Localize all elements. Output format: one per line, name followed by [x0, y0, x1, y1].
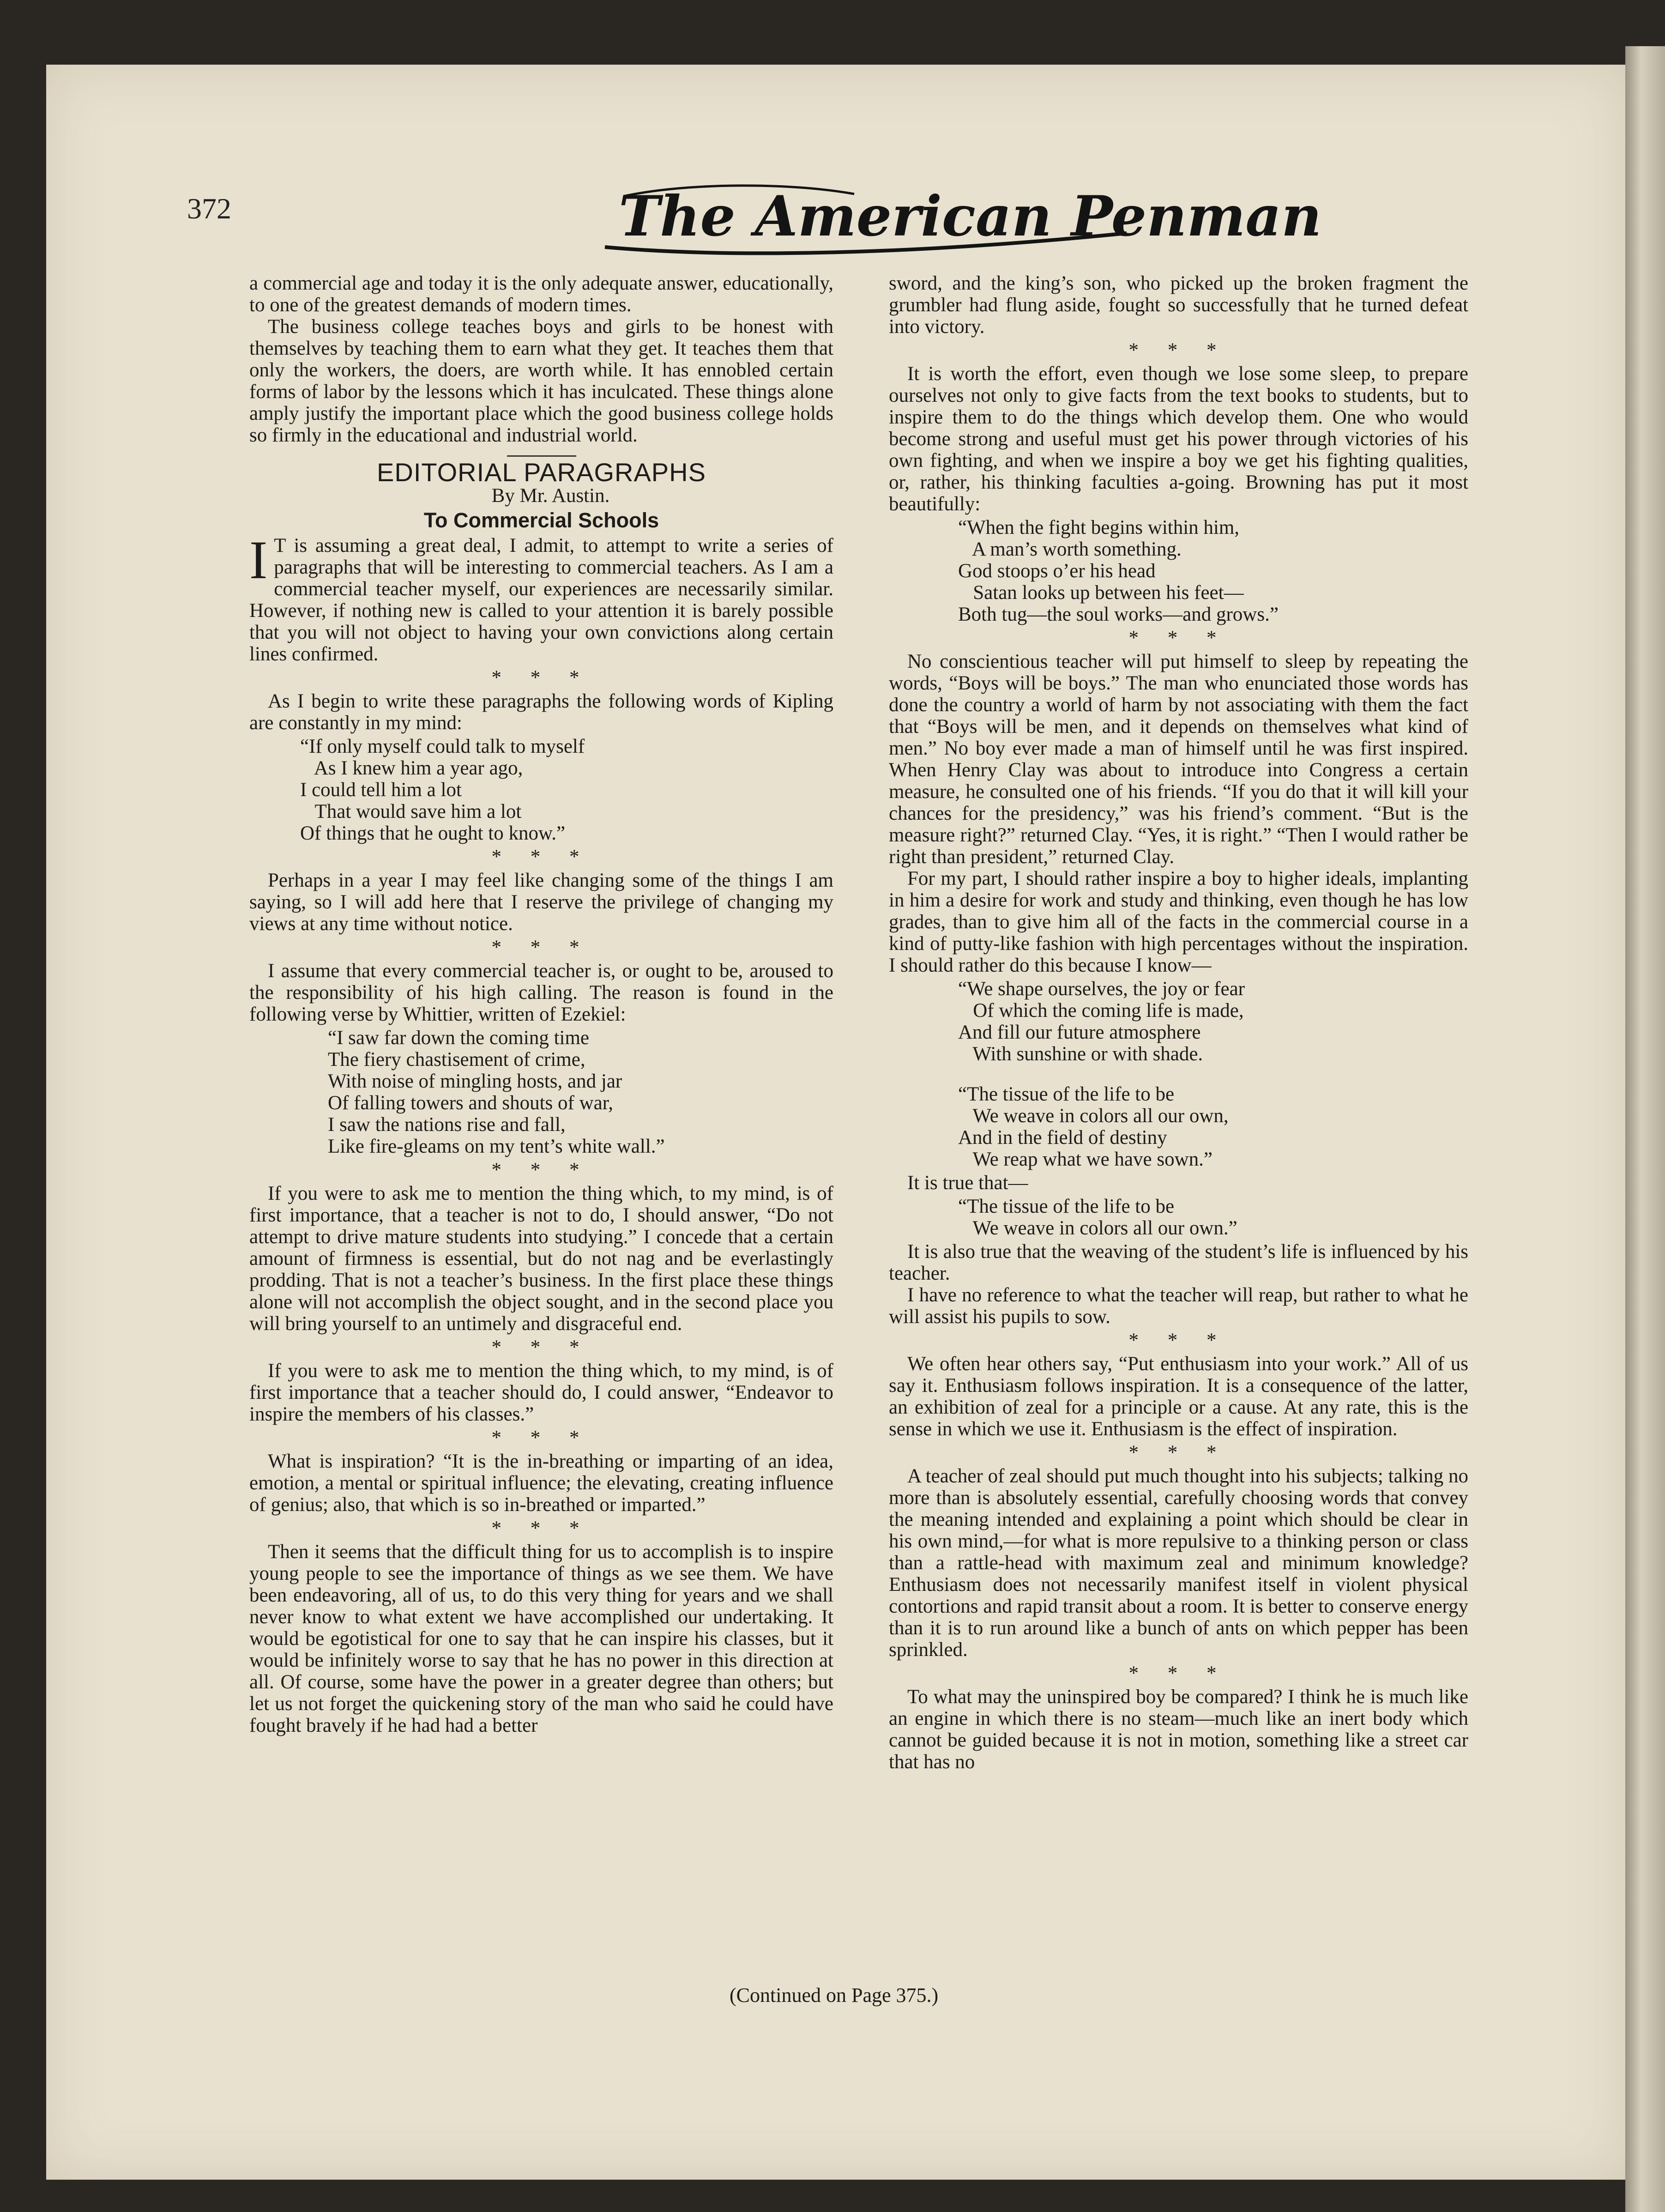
left-column — [249, 272, 833, 1736]
verse-line: The fiery chastisement of crime, — [328, 1049, 585, 1070]
paragraph-boys-will-be-boys: No conscientious teacher will put himself to sleep by repeating the words, “Boys will be boys.” The man who enunciated those words has done the country a world of harm by not associating with them the fact that “Boys will be men, and it depends on themselves what kind of men.” No boy ever made a man of himself until he was first inspired. When Henry Clay was about to introduce into Congress a certain measure, he consulted one of his friends. “If you do that it will kill your chances for the presidency,” was his friend’s comment. “But is the measure right?” returned Clay. “Yes, it is right.” “Then I would rather be right than president,” returned Clay. — [889, 651, 1468, 868]
verse-line: We weave in colors all our own.” — [958, 1217, 1237, 1239]
paragraph-also-true: It is also true that the weaving of the student’s life is influenced by his teacher. — [889, 1241, 1468, 1284]
byline: By Mr. Austin. — [491, 485, 610, 507]
verse-line: Of things that he ought to know.” — [300, 822, 566, 844]
section-headline: EDITORIAL PARAGRAPHS — [377, 458, 706, 487]
adjacent-page-edge — [1625, 46, 1665, 2212]
verse-line: God stoops o’er his head — [958, 560, 1156, 582]
verse-line: Satan looks up between his feet— — [958, 582, 1244, 604]
verse-line: Of falling towers and shouts of war, — [328, 1092, 614, 1114]
verse-line: “If only myself could talk to myself — [300, 736, 585, 757]
paragraph-whittier-intro: I assume that every commercial teacher is, or ought to be, aroused to the responsibility of his high calling. The reason is found in the following verse by Whittier, written of Ezekiel: — [249, 960, 833, 1025]
paragraph-sword-story: sword, and the king’s son, who picked up the broken fragment the grumbler had flung aside, fought so successfully that he turned defeat into victory. — [889, 272, 1468, 338]
opening-paragraph-text: T is assuming a great deal, I admit, to attempt to write a series of paragraphs that will be interesting to commercial teachers. As I am a commercial teacher myself, our experiences are necessarily similar. However, if nothing new is called to your attention it is barely possible that you will not object to having your own convictions along certain lines confirmed. — [249, 535, 833, 665]
section-break: * * * — [491, 846, 591, 868]
paragraph-kipling-intro: As I begin to write these paragraphs the following words of Kipling are constantly in my mind: — [249, 690, 833, 734]
paragraph-no-reference: I have no reference to what the teacher will reap, but rather to what he will assist his pupils to sow. — [889, 1284, 1468, 1328]
subhead: To Commercial Schools — [423, 508, 659, 532]
verse-line: Both tug—the soul works—and grows.” — [958, 604, 1279, 625]
verse-line: “We shape ourselves, the joy or fear — [958, 978, 1245, 1000]
section-break: * * * — [491, 667, 591, 689]
masthead-script-logo — [596, 178, 1322, 256]
verse-line: I saw the nations rise and fall, — [328, 1114, 566, 1136]
paragraph-inspiration-definition: What is inspiration? “It is the in-breathing or imparting of an idea, emotion, a mental or spiritual influence; the elevating, creating influence of genius; also, that which is so in-breathed or imparted.” — [249, 1450, 833, 1516]
section-break: * * * — [491, 1427, 591, 1449]
section-break: * * * — [491, 1336, 591, 1358]
verse-line: “The tissue of the life to be — [958, 1083, 1175, 1105]
section-break: * * * — [1128, 1330, 1229, 1351]
verse-line: Of which the coming life is made, — [958, 1000, 1244, 1021]
masthead-logo — [596, 178, 1322, 256]
section-break: * * * — [1128, 627, 1229, 649]
verse-line: That would save him a lot — [300, 801, 522, 822]
paragraph-uninspired-boy: To what may the uninspired boy be compared? I think he is much like an engine in which there is no steam—much like an inert body which cannot be guided because it is not in motion, something like a street car that has no — [889, 1686, 1468, 1773]
paragraph-worth-the-effort: It is worth the effort, even though we lose some sleep, to prepare ourselves not only to give facts from the text books to students, but to inspire them to do the things which develop them. One who would become strong and useful must get his power through victories of his own fighting, and when we inspire a boy we get his fighting qualities, or, rather, his thinking faculties a-going. Browning has put it most beautifully: — [889, 363, 1468, 515]
verse-line: With noise of mingling hosts, and jar — [328, 1070, 622, 1092]
section-break: * * * — [1128, 1662, 1229, 1684]
masthead-title: The American Penman — [619, 184, 1322, 249]
paragraph-enthusiasm: We often hear others say, “Put enthusiasm into your work.” All of us say it. Enthusiasm follows inspiration. It is a consequence of the latter, an exhibition of zeal for a principle or a cause. At any rate, this is the sense in which we use it. Enthusiasm is the effect of inspiration. — [889, 1353, 1468, 1440]
verse-tissue-of-life — [889, 1083, 1468, 1170]
drop-cap: I — [249, 530, 268, 590]
paragraph-changing-views: Perhaps in a year I may feel like changing some of the things I am saying, so I will add here that I reserve the privilege of changing my views at any time without notice. — [249, 870, 833, 935]
section-break: * * * — [491, 1159, 591, 1181]
section-break: * * * — [1128, 339, 1229, 361]
verse-line: We weave in colors all our own, — [958, 1105, 1229, 1127]
verse-line: As I knew him a year ago, — [300, 757, 523, 779]
intro-paragraph-2: The business college teaches boys and girls to be honest with themselves by teaching them to earn what they get. It teaches them that only the workers, the doers, are worth while. It has ennobled certain forms of labor by the lessons which it has inculcated. These things alone amply justify the important place which the good business college holds so firmly in the educational and industrial world. — [249, 316, 833, 446]
paragraph-should-do: If you were to ask me to mention the thing which, to my mind, is of first importance that a teacher should do, I could answer, “Endeavor to inspire the members of his classes.” — [249, 1360, 833, 1425]
section-break: * * * — [1128, 1442, 1229, 1463]
verse-line: “I saw far down the coming time — [328, 1027, 589, 1049]
whittier-verse — [249, 1027, 833, 1157]
paragraph-for-my-part: For my part, I should rather inspire a boy to higher ideals, implanting in him a desire for work and study and thinking, even though he has low grades, than to give him all of the facts in the commercial course in a kind of putty-like fashion with high percentages without the inspiration. I should rather do this because I know— — [889, 868, 1468, 976]
section-break: * * * — [491, 937, 591, 958]
verse-line: And fill our future atmosphere — [958, 1021, 1201, 1043]
verse-line: We reap what we have sown.” — [958, 1148, 1213, 1170]
intro-paragraph-1: a commercial age and today it is the only adequate answer, educationally, to one of the greatest demands of modern times. — [249, 272, 833, 316]
section-divider — [507, 455, 576, 457]
paragraph-not-to-do: If you were to ask me to mention the thing which, to my mind, is of first importance, that a teacher is not to do, I should answer, “Do not attempt to drive mature students into studying.” I concede that a certain amount of firmness is essential, but do not nag and be everlastingly prodding. That is not a teacher’s business. In the first place these things alone will not accomplish the object sought, and in the second place you will bring yourself to an untimely and disgraceful end. — [249, 1183, 833, 1335]
verse-we-shape-ourselves — [889, 978, 1468, 1065]
right-column — [889, 272, 1468, 1773]
verse-line: With sunshine or with shade. — [958, 1043, 1203, 1065]
continued-note: (Continued on Page 375.) — [730, 1984, 939, 2007]
verse-line: And in the field of destiny — [958, 1127, 1167, 1148]
kipling-verse — [249, 736, 833, 844]
opening-paragraph — [249, 530, 833, 665]
verse-line: Like fire-gleams on my tent’s white wall.” — [328, 1136, 665, 1157]
browning-verse — [889, 517, 1468, 625]
verse-line: A man’s worth something. — [958, 538, 1182, 560]
page-number: 372 — [187, 192, 231, 225]
paragraph-it-is-true: It is true that— — [907, 1172, 1028, 1194]
verse-line: I could tell him a lot — [300, 779, 462, 801]
paragraph-difficult-thing: Then it seems that the difficult thing for us to accomplish is to inspire young people to see the importance of things as we see them. We have been endeavoring, all of us, to do this very thing for years and we shall never know to what extent we have accomplished our undertaking. It would be egotistical for one to say that he can inspire his classes, but it would be infinitely worse to say that he has no power in this direction at all. Of course, some have the power in a greater degree than others; but let us not forget the quickening story of the man who said he could have fought bravely if he had had a better — [249, 1541, 833, 1736]
paragraph-teacher-of-zeal: A teacher of zeal should put much thought into his subjects; talking no more than is absolutely essential, carefully choosing words that convey the meaning intended and explaining a point which should be clear in his own mind,—for what is more repulsive to a thinking person or class than a rattle-head with maximum zeal and minimum knowledge? Enthusiasm does not necessarily manifest itself in violent physical contortions and rapid transit about a room. It is better to conserve energy than it is to run around like a bunch of ants on which pepper has been sprinkled. — [889, 1465, 1468, 1661]
verse-line: “When the fight begins within him, — [958, 517, 1240, 538]
verse-line: “The tissue of the life to be — [958, 1196, 1175, 1217]
section-break: * * * — [491, 1517, 591, 1539]
verse-tissue-repeat — [889, 1196, 1468, 1239]
